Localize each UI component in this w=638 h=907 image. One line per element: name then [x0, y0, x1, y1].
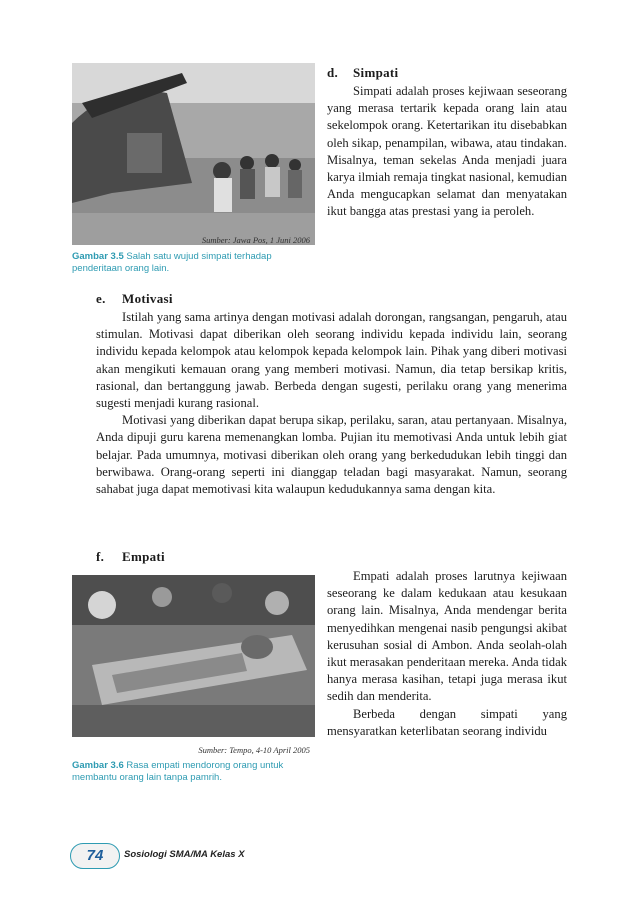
figure-1-caption [72, 251, 312, 275]
book-title: Sosiologi SMA/MA Kelas X [124, 849, 245, 860]
section-e-paragraph-1: Istilah yang sama artinya dengan motivasi adalah dorongan, rangsangan, pengaruh, atau stimulan. Motivasi dapat diberikan oleh seorang individu kepada individu lain, seorang individu kepada kelompok atau kelompok kepada kelompok lain. Pihak yang diberi motivasi akan mengikuti kemauan orang yang memberi motivasi. Namun, dia tetap bersikap kritis, rasional, dan bertanggung jawab. Berbeda dengan sugesti, perilaku orang yang menerima sugesti menjadi kurang rasional. [96, 310, 567, 411]
section-e-number: e. [96, 291, 106, 306]
section-f-title: Empati [122, 549, 165, 564]
figure-photo-stretcher [72, 575, 315, 737]
page-number-badge: 74 [70, 843, 120, 869]
section-f-paragraph-1: Empati adalah proses larutnya kejiwaan seseorang ke dalam kedukaan atau kesukaan orang lain. Misalnya, Anda mendengar berita menyedihkan mengenai nasib pengungsi akibat kerusuhan sosial di Ambon. Anda seolah-olah ikut merasakan penderitaan mereka. Anda tidak hanya merasa kasihan, tetapi juga merasa ikut sedih dan menderita. [327, 569, 567, 704]
section-d-paragraph: Simpati adalah proses kejiwaan seseorang yang merasa tertarik kepada orang lain atau sekelompok orang. Ketertarikan itu disebabkan oleh sikap, penampilan, wibawa, atau tindakan. Misalnya, teman sekelas Anda menjadi juara karya ilmiah remaja tingkat nasional, kemudian Anda mengucapkan selamat dan menyatakan ikut bangga atas prestasi yang ia peroleh. [327, 84, 567, 219]
stretcher-photo-image [72, 575, 315, 737]
section-e-paragraph-2: Motivasi yang diberikan dapat berupa sikap, perilaku, saran, atau pertanyaan. Misalnya, Anda dipuji guru karena memenangkan lomba. Pujian itu memotivasi Anda untuk lebih giat belajar. Pada umumnya, motivasi diberikan oleh orang yang berkedudukan lebih tinggi dan berwibawa. Orang-orang seperti ini dianggap teladan bagi masyarakat. Namun, seorang sahabat juga dapat memotivasi kita walaupun kedudukannya sama dengan kita. [96, 413, 567, 497]
figure-2-source: Sumber: Tempo, 4-10 April 2005 [198, 745, 310, 755]
section-e-heading [96, 291, 173, 307]
figure-2-caption [72, 760, 312, 784]
section-e-title: Motivasi [122, 291, 173, 306]
section-d-title: Simpati [353, 65, 399, 80]
figure-1-caption-text: Salah satu wujud simpati terhadap penderitaan orang lain. [72, 251, 272, 274]
section-d-number: d. [327, 65, 339, 80]
section-e-body [96, 309, 567, 498]
figure-1-caption-label: Gambar 3.5 [72, 251, 124, 262]
figure-1-source: Sumber: Jawa Pos, 1 Juni 2006 [201, 235, 310, 245]
section-d-heading [327, 65, 398, 81]
section-f-number: f. [96, 549, 105, 564]
figure-2-caption-label: Gambar 3.6 [72, 760, 124, 771]
figure-2-caption-text: Rasa empati mendorong orang untuk membantu orang lain tanpa pamrih. [72, 760, 284, 783]
section-d-body [327, 83, 567, 221]
section-f-heading [96, 549, 165, 565]
section-f-body [327, 568, 567, 740]
figure-photo-helicopter [72, 63, 315, 245]
section-f-paragraph-2: Berbeda dengan simpati yang mensyaratkan keterlibatan seorang individu [327, 706, 567, 738]
helicopter-photo-image [72, 63, 315, 245]
